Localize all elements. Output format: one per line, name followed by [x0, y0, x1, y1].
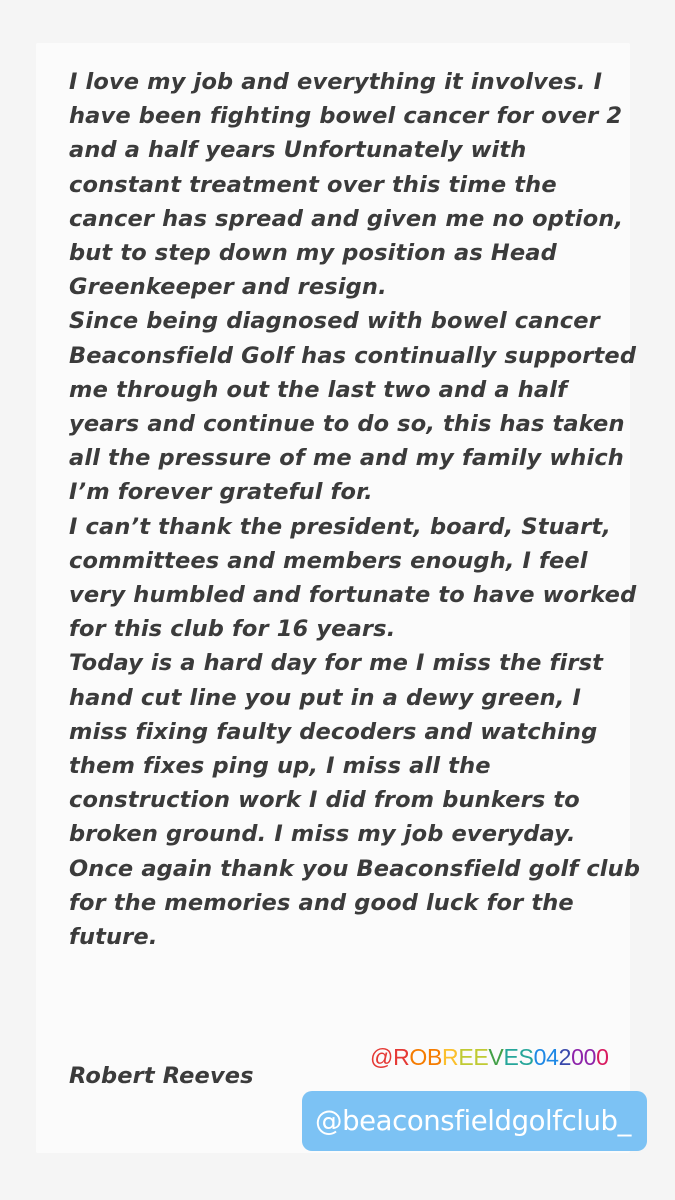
story-paragraph: I love my job and everything it involves. I have been fighting bowel cancer for over 2 and a half years Unfortunately with constant treatment over this time the cancer has spread and given me no option, but to step down my position as Head Greenkeeper and resign. [69, 69, 624, 301]
signature: Robert Reeves [69, 1063, 254, 1089]
story-paragraph: Since being diagnosed with bowel cancer Beaconsfield Golf has continually supported me through out the last two and a half years and continue to do so, this has taken all the pressure of me and my family which I’m forever grateful for. [69, 308, 637, 506]
story-paragraph: Today is a hard day for me I miss the first hand cut line you put in a dewy green, I miss fixing faulty decoders and watching them fixes ping up, I miss all the construction work I did from bunkers to broken ground. I miss my job everyday. [69, 650, 604, 848]
mention-sticker[interactable]: @beaconsfieldgolfclub_ [302, 1091, 647, 1151]
rainbow-username-sticker[interactable]: @ROBREEVES042000 [370, 1044, 609, 1070]
story-text [69, 65, 644, 954]
story-paragraph: Once again thank you Beaconsfield golf club for the memories and good luck for the future. [69, 855, 641, 951]
story-paragraph: I can’t thank the president, board, Stuart, committees and members enough, I feel very humbled and fortunate to have worked for this club for 16 years. [69, 513, 637, 643]
